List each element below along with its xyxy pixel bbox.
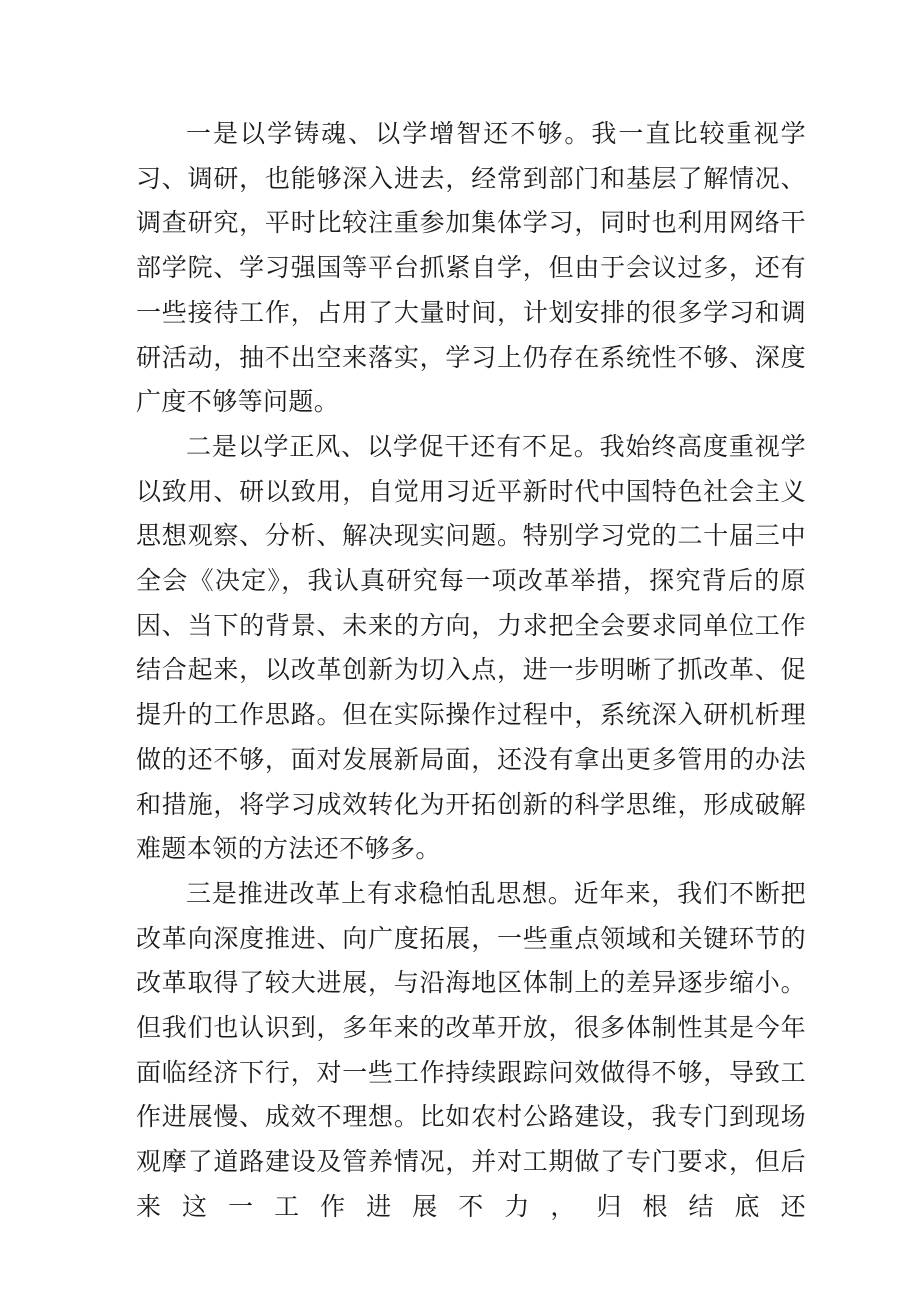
paragraph-2: 二是以学正风、以学促干还有不足。我始终高度重视学以致用、研以致用，自觉用习近平新时代中国特色社会主义思想观察、分析、解决现实问题。特别学习党的二十届三中全会《决定》，我认真研究每一项改革举措，探究背后的原因、当下的背景、未来的方向，力求把全会要求同单位工作结合起来，以改革创新为切入点，进一步明晰了抓改革、促提升的工作思路。但在实际操作过程中，系统深入研机析理做的还不够，面对发展新局面，还没有拿出更多管用的办法和措施，将学习成效转化为开拓创新的科学思维，形成破解难题本领的方法还不够多。 bbox=[136, 431, 806, 864]
paragraph-1: 一是以学铸魂、以学增智还不够。我一直比较重视学习、调研，也能够深入进去，经常到部门和基层了解情况、调查研究，平时比较注重参加集体学习，同时也利用网络干部学院、学习强国等平台抓紧自学，但由于会议过多，还有一些接待工作，占用了大量时间，计划安排的很多学习和调研活动，抽不出空来落实，学习上仍存在系统性不够、深度广度不够等问题。 bbox=[136, 119, 806, 417]
document-body bbox=[136, 112, 806, 1230]
paragraph-3: 三是推进改革上有求稳怕乱思想。近年来，我们不断把改革向深度推进、向广度拓展，一些重点领域和关键环节的改革取得了较大进展，与沿海地区体制上的差异逐步缩小。但我们也认识到，多年来的改革开放，很多体制性其是今年面临经济下行，对一些工作持续跟踪问效做得不够，导致工作进展慢、成效不理想。比如农村公路建设，我专门到现场观摩了道路建设及管养情况，并对工期做了专门要求，但后来这一工作进展不力，归根结底还 bbox=[136, 878, 806, 1221]
